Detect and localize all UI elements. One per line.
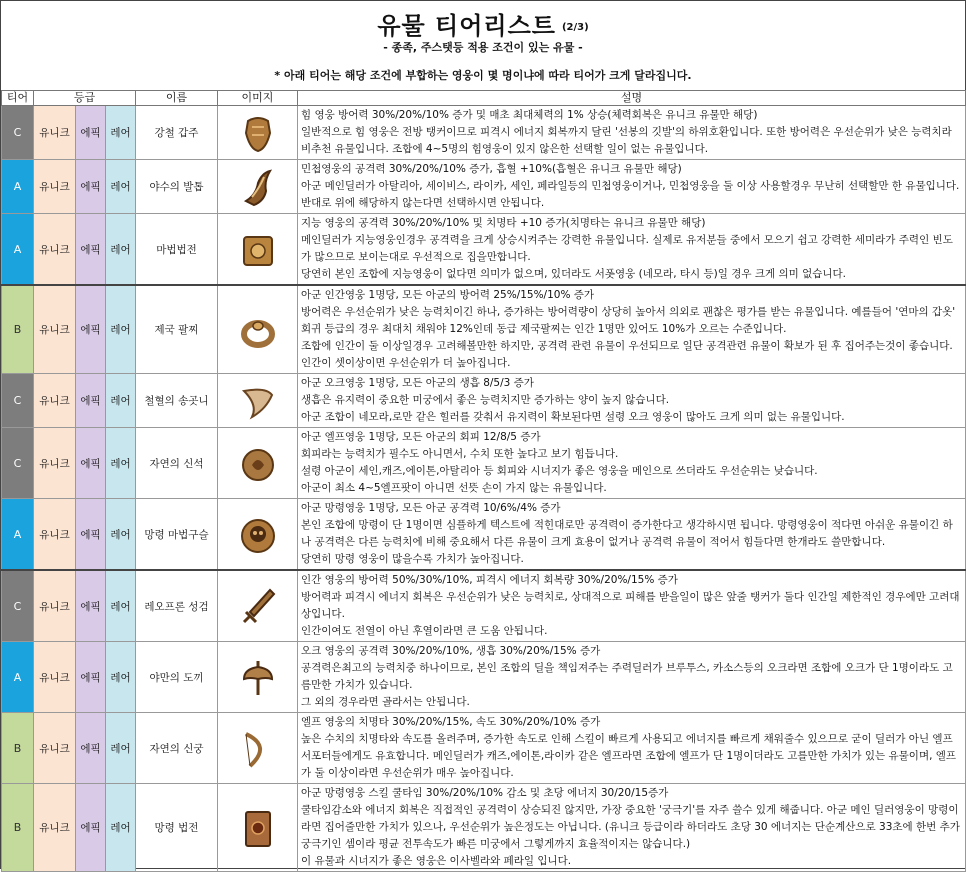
table-row (2, 285, 966, 374)
description-line: 메인딜러가 지능영웅인경우 공격력을 크게 상승시켜주는 강력한 유물입니다. 실제로 유저분들 중에서 모으기 쉽고 강력한 세미라가 주력인 빈도가 많으므로 보이는대로 우선적으로 집을만합니다. (301, 234, 953, 263)
grade-rare: 레어 (106, 160, 136, 214)
grade-epic: 에픽 (76, 570, 106, 642)
relic-description (298, 784, 966, 872)
tier-badge: A (2, 642, 34, 713)
description-line: 본인 조합에 망령이 단 1명이면 심플하게 텍스트에 적힌대로만 공격력이 증가한다고 생각하시면 됩니다. 망령영웅이 적다면 아쉬운 유물이긴 하나 공격력은 다른 능력치에 비해 중요해서 다른 유물이 크게 효용이 없거나 공격력 유물이 적어서 힘들다면 한개라도 쓸만합니다. (301, 519, 953, 548)
grade-rare: 레어 (106, 642, 136, 713)
header-tier: 티어 (2, 91, 34, 106)
description-line: 아군 메인딜러가 아탈리아, 세이비스, 라이카, 세인, 페라일등의 민첩영웅이거나, 민첩영웅을 둘 이상 사용할경우 무난히 선택할만 한 유물입니다. (301, 180, 960, 192)
relic-image (218, 428, 298, 499)
table-row (2, 642, 966, 713)
grade-epic: 에픽 (76, 713, 106, 784)
tier-badge: C (2, 428, 34, 499)
relic-description (298, 214, 966, 286)
grade-unique: 유니크 (34, 570, 76, 642)
header-grade: 등급 (34, 91, 136, 106)
grade-epic: 에픽 (76, 285, 106, 374)
description-line: 지능 영웅의 공격력 30%/20%/10% 및 치명타 +10 증가(치명타는 유니크 유물만 해당) (301, 217, 706, 229)
skull-orb-icon (236, 512, 280, 556)
grade-unique: 유니크 (34, 784, 76, 872)
relic-description (298, 160, 966, 214)
description-line: 조합에 인간이 둘 이상일경우 고려해볼만한 하지만, 공격력 관련 유물이 우선되므로 일단 공격관련 유물이 확보가 된 후 집어주는것이 좋습니다. 인간이 셋이상이면 우선순위가 더 높아집니다. (301, 340, 953, 369)
description-line: 오크 영웅의 공격력 30%/20%/10%, 생흡 30%/20%/15% 증가 (301, 645, 601, 657)
description-line: 공격력은최고의 능력치중 하나이므로, 본인 조합의 딜을 책임져주는 주력딜러가 브루투스, 카소스등의 오크라면 조합에 오크가 단 1명이라도 고름만한 가치가 있습니다. (301, 662, 953, 691)
page-subtitle: - 종족, 주스탯등 적용 조건이 있는 유물 - (383, 41, 583, 54)
grade-rare: 레어 (106, 713, 136, 784)
description-line: 반대로 위에 해당하지 않는다면 선택하시면 안됩니다. (301, 197, 545, 209)
description-line: 당연히 본인 조합에 지능영웅이 없다면 의미가 없으며, 있더라도 서폿영웅 (네모라, 타시 등)일 경우 크게 의미 없습니다. (301, 268, 846, 280)
description-line: 엘프 영웅의 치명타 30%/20%/15%, 속도 30%/20%/10% 증가 (301, 716, 601, 728)
grade-unique: 유니크 (34, 499, 76, 571)
grade-rare: 레어 (106, 784, 136, 872)
relic-description (298, 499, 966, 571)
relic-description (298, 570, 966, 642)
table-row (2, 570, 966, 642)
grade-epic: 에픽 (76, 642, 106, 713)
book-icon (236, 227, 280, 271)
relic-name: 철혈의 송곳니 (136, 374, 218, 428)
description-line: 인간 영웅의 방어력 50%/30%/10%, 피격시 에너지 회복량 30%/20%/15% 증가 (301, 574, 678, 586)
grade-epic: 에픽 (76, 160, 106, 214)
grade-rare: 레어 (106, 106, 136, 160)
table-row (2, 428, 966, 499)
table-row (2, 214, 966, 286)
relic-name: 강철 갑주 (136, 106, 218, 160)
axe-icon (236, 655, 280, 699)
relic-name: 마법법전 (136, 214, 218, 286)
bow-icon (236, 726, 280, 770)
grade-epic: 에픽 (76, 374, 106, 428)
grade-epic: 에픽 (76, 214, 106, 286)
header-image: 이미지 (218, 91, 298, 106)
description-line: 이 유물과 시너지가 좋은 영웅은 이사벨라와 페라일 입니다. (301, 855, 572, 867)
description-line: 아군 오크영웅 1명당, 모든 아군의 생흡 8/5/3 증가 (301, 377, 534, 389)
armor-icon (236, 111, 280, 155)
header-name: 이름 (136, 91, 218, 106)
relic-description (298, 713, 966, 784)
grade-epic: 에픽 (76, 784, 106, 872)
description-line: 높은 수치의 치명타와 속도를 올려주며, 증가한 속도로 인해 스킬이 빠르게 사용되고 에너지를 빠르게 채워줄수 있으므로 굳이 딜러가 아닌 엘프 서포터들에게도 유효합니다. 메인딜러가 캐즈,에이톤,라이카 같은 엘프라면 조합에 엘프가 단 1명이더라도 고를만한 가치가 있는 유물이며, 엘프가 둘 이상이라면 우선순위가 매우 높아집니다. (301, 733, 957, 779)
grade-unique: 유니크 (34, 374, 76, 428)
description-line: 쿨타임감소와 에너지 회복은 직접적인 공격력이 상승되진 않지만, 가장 중요한 '궁극기'를 자주 쓸수 있게 해줍니다. 아군 메인 딜러영웅이 망령이라면 집어줄만한 가치가 있으나, 우선순위가 높은정도는 아닙니다. (유니크 등급이라 하더라도 초당 30 에너지는 단순계산으로 33초에 한번 추가 궁극기인 셈이라 평균 전투속도가 빠른 미궁에서 그렇게까지 효율적이지는 않습니다.) (301, 804, 960, 850)
page-title: 유물 티어리스트 (377, 12, 556, 40)
relic-image (218, 713, 298, 784)
relic-name: 망령 마법구슬 (136, 499, 218, 571)
page-indicator: (2/3) (561, 22, 589, 33)
relic-image (218, 106, 298, 160)
sword-icon (236, 584, 280, 628)
tier-badge: B (2, 713, 34, 784)
relic-name: 제국 팔찌 (136, 285, 218, 374)
grade-rare: 레어 (106, 374, 136, 428)
table-row (2, 713, 966, 784)
horn-icon (236, 379, 280, 423)
table-row (2, 374, 966, 428)
description-line: 설령 아군이 세인,캐즈,에이톤,아탈리아 등 회피와 시너지가 좋은 영웅을 메인으로 쓰더라도 우선순위는 낮습니다. (301, 465, 818, 477)
description-line: 민첩영웅의 공격력 30%/20%/10% 증가, 흡혈 +10%(흡혈은 유니크 유물만 해당) (301, 163, 682, 175)
description-line: 일반적으로 힘 영웅은 전방 탱커이므로 피격시 에너지 회복까지 달린 '선봉의 깃발'의 하위호환입니다. 또한 방어력은 우선순위가 낮은 능력치라 비추천 유물입니다. 조합에 4~5명의 힘영웅이 있지 않은한 선택할 일이 없는 유물입니다. (301, 126, 952, 155)
grade-epic: 에픽 (76, 499, 106, 571)
relic-name: 자연의 신석 (136, 428, 218, 499)
tier-badge: A (2, 214, 34, 286)
description-line: 아군 엘프영웅 1명당, 모든 아군의 회피 12/8/5 증가 (301, 431, 541, 443)
tier-note: * 아래 티어는 해당 조건에 부합하는 영웅이 몇 명이냐에 따라 티어가 크게 달라집니다. (274, 69, 692, 82)
table-header-row (2, 91, 966, 106)
relic-image (218, 499, 298, 571)
relic-name: 자연의 신궁 (136, 713, 218, 784)
tier-badge: C (2, 374, 34, 428)
tome-icon (236, 806, 280, 850)
bracelet-icon (236, 308, 280, 352)
relic-image (218, 285, 298, 374)
grade-unique: 유니크 (34, 106, 76, 160)
relic-image (218, 160, 298, 214)
grade-rare: 레어 (106, 214, 136, 286)
relic-table (1, 90, 966, 872)
relic-image (218, 642, 298, 713)
relic-description (298, 374, 966, 428)
description-line: 아군 조합이 네모라,로만 같은 힐러를 갖춰서 유지력이 확보된다면 설령 오크 영웅이 많아도 크게 의미 없는 유물입니다. (301, 411, 845, 423)
relic-description (298, 285, 966, 374)
table-row (2, 106, 966, 160)
tier-badge: A (2, 499, 34, 571)
description-line: 아군 망령영웅 스킬 쿨타임 30%/20%/10% 감소 및 초당 에너지 30/20/15증가 (301, 787, 669, 799)
grade-unique: 유니크 (34, 285, 76, 374)
grade-rare: 레어 (106, 428, 136, 499)
header-desc: 설명 (298, 91, 966, 106)
grade-rare: 레어 (106, 570, 136, 642)
tier-badge: A (2, 160, 34, 214)
relic-description (298, 106, 966, 160)
description-line: 회피라는 능력치가 필수도 아니면서, 수치 또한 높다고 보기 힘듭니다. (301, 448, 619, 460)
grade-unique: 유니크 (34, 160, 76, 214)
table-row (2, 499, 966, 571)
grade-epic: 에픽 (76, 106, 106, 160)
stone-icon (236, 441, 280, 485)
description-line: 그 외의 경우라면 골라서는 안됩니다. (301, 696, 470, 708)
relic-image (218, 374, 298, 428)
tier-badge: B (2, 784, 34, 872)
grade-epic: 에픽 (76, 428, 106, 499)
description-line: 힘 영웅 방어력 30%/20%/10% 증가 및 매초 최대체력의 1% 상승(체력회복은 유니크 유물만 해당) (301, 109, 758, 121)
table-row (2, 160, 966, 214)
relic-name: 야수의 발톱 (136, 160, 218, 214)
relic-image (218, 784, 298, 872)
description-line: 방어력과 피격시 에너지 회복은 우선순위가 낮은 능력치로, 상대적으로 피해를 받을일이 많은 앞줄 탱커가 둘다 인간일 제한적인 경우에만 고려대상입니다. (301, 591, 960, 620)
description-line: 인간이여도 전열이 아닌 후열이라면 큰 도움 안됩니다. (301, 625, 548, 637)
description-line: 당연히 망령 영웅이 많을수록 가치가 높아집니다. (301, 553, 524, 565)
description-line: 방어력은 우선순위가 낮은 능력치이긴 하나, 증가하는 방어력량이 상당히 높아서 의외로 괜찮은 평가를 받는 유물입니다. 예를들어 '연마의 갑옷' 회귀 등급의 경우 최대치 채워야 12%인데 동급 제국팔찌는 인간 1명만 있어도 10%가 오르는 수준입니다. (301, 306, 956, 335)
relic-name: 망령 법전 (136, 784, 218, 872)
claw-icon (236, 165, 280, 209)
title-row (1, 1, 965, 41)
grade-rare: 레어 (106, 499, 136, 571)
relic-description (298, 428, 966, 499)
grade-unique: 유니크 (34, 428, 76, 499)
grade-unique: 유니크 (34, 713, 76, 784)
description-line: 아군 인간영웅 1명당, 모든 아군의 방어력 25%/15%/10% 증가 (301, 289, 595, 301)
description-line: 아군이 최소 4~5엘프팟이 아니면 선뜻 손이 가지 않는 유물입니다. (301, 482, 607, 494)
relic-description (298, 642, 966, 713)
grade-rare: 레어 (106, 285, 136, 374)
description-line: 아군 망령영웅 1명당, 모든 아군 공격력 10/6%/4% 증가 (301, 502, 561, 514)
grade-unique: 유니크 (34, 642, 76, 713)
tier-badge: C (2, 570, 34, 642)
tier-badge: C (2, 106, 34, 160)
relic-image (218, 570, 298, 642)
grade-unique: 유니크 (34, 214, 76, 286)
relic-name: 야만의 도끼 (136, 642, 218, 713)
description-line: 생흡은 유지력이 중요한 미궁에서 좋은 능력치지만 증가하는 양이 높지 않습니다. (301, 394, 670, 406)
tier-badge: B (2, 285, 34, 374)
relic-name: 레오프론 성검 (136, 570, 218, 642)
table-row (2, 784, 966, 872)
relic-image (218, 214, 298, 286)
